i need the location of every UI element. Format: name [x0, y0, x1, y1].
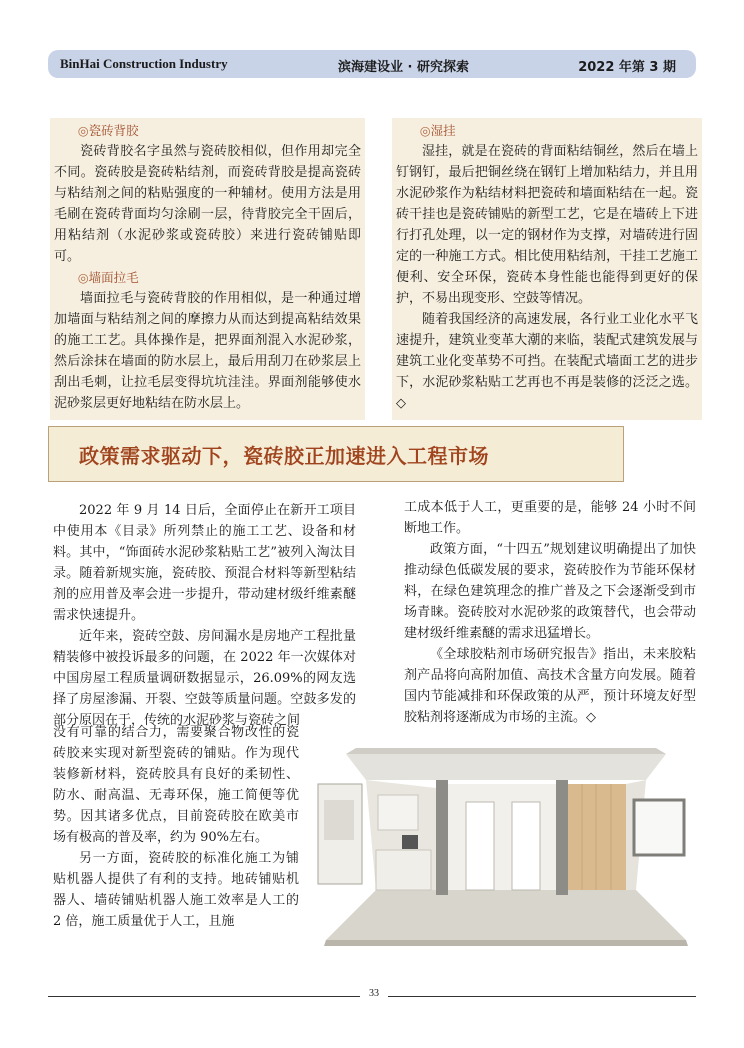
footer-rule-right [388, 996, 696, 997]
paragraph: 《全球胶粘剂市场研究报告》指出，未来胶粘剂产品将向高附加值、高技术含量方向发展。随着国内节能减排和环保政策的从严，预计环境友好型胶粘剂将逐渐成为市场的主流。◇ [404, 647, 696, 725]
paragraph: 另一方面，瓷砖胶的标准化施工为铺贴机器人提供了有利的支持。地砖铺贴机器人、墙砖铺贴机器人施工效率是人工的 2 倍，施工质量优于人工，且施 [53, 851, 299, 929]
paragraph: 湿挂，就是在瓷砖的背面粘结铜丝，然后在墙上钉钢钉，最后把铜丝绕在钢钉上增加粘结力，并且用水泥砂浆作为粘结材料把瓷砖和墙面粘结在一起。瓷砖干挂也是瓷砖铺贴的新型工艺，它是在墙砖上下进行打孔处理，以一定的钢材作为支撑，对墙砖进行固定的一种施工方式。相比使用粘结剂，干挂工艺施工便利、安全环保，瓷砖本身性能也能得到更好的保护，不易出现变形、空鼓等情况。 [396, 144, 698, 306]
issue-number: 2022 年第 3 期 [578, 60, 676, 75]
kitchen-counter [376, 850, 431, 890]
page-number: 33 [369, 988, 379, 999]
prefab-interior-illustration [316, 740, 696, 954]
top-right-column [392, 118, 702, 420]
paragraph-continued: 没有可靠的结合力，需要聚合物改性的瓷砖胶来实现对新型瓷砖的铺贴。作为现代装修新材料，瓷砖胶具有良好的柔韧性、防水、耐高温、无毒环保，施工简便等优势。因其诸多优点，目前瓷砖胶在欧美市场有极高的普及率，约为 90%左右。 [53, 725, 299, 845]
range-hood [402, 835, 418, 849]
wall-cabinet [378, 795, 418, 830]
section-banner [48, 426, 624, 482]
circle-bullet-icon: ◎ [77, 270, 89, 285]
paragraph: 墙面拉毛与瓷砖背胶的作用相似，是一种通过增加墙面与粘结剂之间的摩擦力从而达到提高粘结效果的施工工艺。具体操作是，把界面剂混入水泥砂浆，然后涂抹在墙面的防水层上，最后用刮刀在砂浆层上刮出毛刺，让拉毛层变得坑坑洼洼。界面剂能够使水泥砂浆层更好地粘结在防水层上。 [54, 291, 361, 411]
journal-name-en: BinHai Construction Industry [60, 56, 228, 71]
floor-panel [326, 890, 686, 940]
ceiling-panel [346, 754, 666, 780]
section-title: 政策需求驱动下，瓷砖胶正加速进入工程市场 [79, 444, 489, 468]
wood-panel-wall [568, 784, 626, 890]
body-right-column [404, 497, 696, 728]
body-left-column [53, 500, 356, 731]
subheading-wall-roughening: ◎墙面拉毛 [77, 270, 139, 285]
footer-rule-left [48, 996, 360, 997]
ceiling-edge [346, 748, 666, 754]
subheading-wet-hanging: ◎湿挂 [419, 123, 456, 138]
body-left-narrow-column [53, 722, 299, 932]
paragraph: 瓷砖背胶名字虽然与瓷砖胶相似，但作用却完全不同。瓷砖胶是瓷砖粘结剂，而瓷砖背胶是提高瓷砖与粘结剂之间的粘贴强度的一种辅材。使用方法是用毛刷在瓷砖背面均匀涂刷一层，待背胶完全干固后，用粘结剂（水泥砂浆或瓷砖胶）来进行瓷砖铺贴即可。 [54, 144, 361, 264]
paragraph: 2022 年 9 月 14 日后，全面停止在新开工项目中使用本《目录》所列禁止的施工工艺、设备和材料。其中，“饰面砖水泥砂浆粘贴工艺”被列入淘汰目录。随着新规实施，瓷砖胶、预混合材料等新型粘结剂的应用普及率会进一步提升，带动建材级纤维素醚需求快速提升。 [53, 503, 356, 623]
circle-bullet-icon: ◎ [419, 123, 431, 138]
paragraph: 政策方面，“十四五”规划建议明确提出了加快推动绿色低碳发展的要求，瓷砖胶作为节能环保材料，在绿色建筑理念的推广普及之下会逐渐受到市场青睐。瓷砖胶对水泥砂浆的政策替代，也会带动建材级纤维素醚的需求迅猛增长。 [404, 542, 696, 641]
floor-edge [324, 940, 688, 946]
circle-bullet-icon: ◎ [77, 123, 89, 138]
storage-cabinet [324, 800, 354, 840]
bathroom-door [466, 802, 494, 890]
paragraph: 近年来，瓷砖空鼓、房间漏水是房地产工程批量精装修中被投诉最多的问题，在 2022 年一次媒体对中国房屋工程质量调研数据显示，26.09%的网友选择了房屋渗漏、开裂、空鼓等质量问题。空鼓多发的部分原因在于，传统的水泥砂浆与瓷砖之间 [53, 629, 356, 728]
top-left-column [50, 118, 365, 420]
running-header [48, 50, 696, 78]
paragraph-continued: 工成本低于人工，更重要的是，能够 24 小时不间断地工作。 [404, 500, 696, 536]
paragraph: 随着我国经济的高速发展，各行业工业化水平飞速提升，建筑业变革大潮的来临，装配式建筑发展与建筑工业化变革势不可挡。在装配式墙面工艺的进步下，水泥砂浆粘贴工艺再也不再是装修的泛泛之选。◇ [396, 312, 698, 411]
window [634, 800, 684, 855]
partition-wall [556, 780, 568, 895]
journal-section-title: 滨海建设业 · 研究探索 [338, 60, 469, 75]
bathroom-door [512, 802, 540, 890]
partition-wall [436, 780, 448, 895]
subheading-tile-back-glue: ◎瓷砖背胶 [77, 123, 139, 138]
